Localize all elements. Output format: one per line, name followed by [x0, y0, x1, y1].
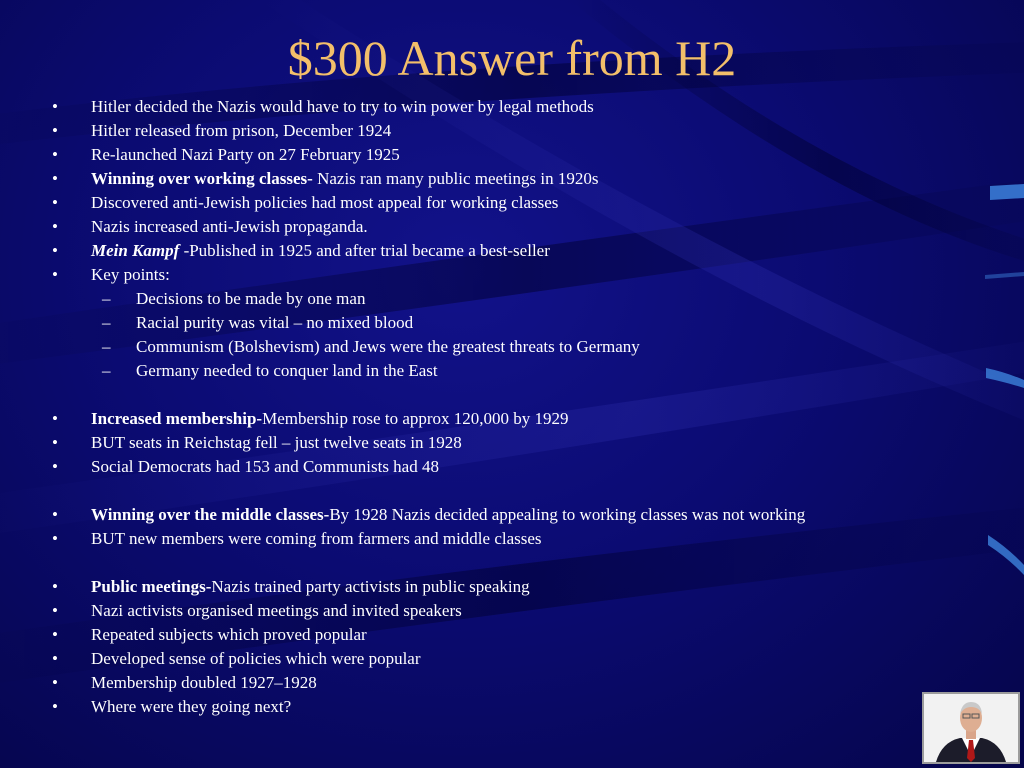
list-item-body: Hitler decided the Nazis would have to try to win power by legal methods: [91, 97, 594, 116]
sub-list-item: [48, 311, 968, 335]
list-item-text: [91, 143, 400, 167]
bullet-marker: •: [52, 577, 58, 596]
list-item-text: [91, 695, 291, 719]
list-item-body: Social Democrats had 153 and Communists had 48: [91, 457, 439, 476]
list-item: [48, 695, 968, 719]
bullet-marker: •: [52, 649, 58, 668]
host-photo-button[interactable]: [922, 692, 1020, 764]
list-item-body: Nazis ran many public meetings in 1920s: [312, 169, 599, 188]
list-item-body: Nazi activists organised meetings and invited speakers: [91, 601, 462, 620]
list-item-body: Repeated subjects which proved popular: [91, 625, 367, 644]
dash-marker: –: [102, 361, 111, 380]
list-item: [48, 647, 968, 671]
list-item-lead: Winning over working classes-: [91, 169, 313, 188]
dash-marker: –: [102, 313, 111, 332]
list-item-body: Nazis trained party activists in public speaking: [211, 577, 530, 596]
list-item-text: [91, 215, 368, 239]
list-item-text: [91, 623, 367, 647]
sub-list-item: [48, 335, 968, 359]
list-item: [48, 191, 968, 215]
list-item-body: Re-launched Nazi Party on 27 February 1925: [91, 145, 400, 164]
list-item-text: [91, 599, 462, 623]
list-item-text: [91, 431, 462, 455]
list-item-text: [91, 575, 530, 599]
list-item-body: Racial purity was vital – no mixed blood: [136, 313, 414, 332]
list-item-lead: Mein Kampf: [91, 241, 180, 260]
list-item: [48, 431, 968, 455]
list-item-text: [136, 335, 640, 359]
dash-marker: –: [102, 289, 111, 308]
bullet-marker: •: [52, 697, 58, 716]
bullet-marker: •: [52, 625, 58, 644]
host-photo-icon: [924, 694, 1018, 762]
list-item-body: BUT seats in Reichstag fell – just twelve seats in 1928: [91, 433, 462, 452]
bullet-marker: •: [52, 217, 58, 236]
list-item-body: Hitler released from prison, December 1924: [91, 121, 392, 140]
list-item-text: [91, 527, 542, 551]
list-item: [48, 671, 968, 695]
list-spacer: [48, 383, 968, 407]
list-item-text: [136, 287, 365, 311]
list-item-text: [91, 503, 805, 527]
list-item: [48, 143, 968, 167]
bullet-marker: •: [52, 193, 58, 212]
bullet-marker: •: [52, 673, 58, 692]
list-item: [48, 575, 968, 599]
list-item-body: -Published in 1925 and after trial became a best-seller: [179, 241, 550, 260]
list-item-lead: Public meetings-: [91, 577, 212, 596]
bullet-marker: •: [52, 529, 58, 548]
bullet-marker: •: [52, 601, 58, 620]
list-spacer: [48, 479, 968, 503]
list-item-body: Germany needed to conquer land in the East: [136, 361, 438, 380]
list-item: [48, 119, 968, 143]
bullet-marker: •: [52, 97, 58, 116]
list-item-body: Membership doubled 1927–1928: [91, 673, 317, 692]
list-item-lead: Increased membership-: [91, 409, 263, 428]
list-item-text: [91, 167, 598, 191]
list-item-text: [136, 359, 438, 383]
list-item: [48, 455, 968, 479]
list-item: [48, 95, 968, 119]
list-item-body: Membership rose to approx 120,000 by 1929: [262, 409, 569, 428]
bullet-marker: •: [52, 457, 58, 476]
bullet-marker: •: [52, 169, 58, 188]
list-item-text: [91, 455, 439, 479]
bullet-marker: •: [52, 121, 58, 140]
list-item-body: Key points:: [91, 265, 170, 284]
bullet-marker: •: [52, 145, 58, 164]
dash-marker: –: [102, 337, 111, 356]
list-item-text: [91, 239, 550, 263]
list-item-text: [91, 263, 170, 287]
sub-list-item: [48, 359, 968, 383]
bullet-marker: •: [52, 241, 58, 260]
list-item-body: Discovered anti-Jewish policies had most appeal for working classes: [91, 193, 559, 212]
list-item-text: [91, 191, 558, 215]
list-item-text: [91, 647, 421, 671]
list-item: [48, 527, 968, 551]
list-item: [48, 263, 968, 287]
answer-bullet-list: [48, 95, 968, 719]
list-item: [48, 503, 968, 527]
list-spacer: [48, 551, 968, 575]
list-item: [48, 623, 968, 647]
list-item: [48, 407, 968, 431]
list-item-text: [91, 95, 594, 119]
list-item-body: Where were they going next?: [91, 697, 292, 716]
list-item-text: [91, 407, 569, 431]
list-item: [48, 167, 968, 191]
list-item-text: [91, 671, 317, 695]
list-item-text: [91, 119, 391, 143]
bullet-marker: •: [52, 433, 58, 452]
bullet-marker: •: [52, 505, 58, 524]
list-item-body: By 1928 Nazis decided appealing to working classes was not working: [329, 505, 806, 524]
slide-title: $300 Answer from H2: [287, 30, 737, 86]
sub-list-item: [48, 287, 968, 311]
list-item-lead: Winning over the middle classes-: [91, 505, 330, 524]
list-item-body: BUT new members were coming from farmers and middle classes: [91, 529, 542, 548]
list-item: [48, 215, 968, 239]
list-item-body: Decisions to be made by one man: [136, 289, 366, 308]
list-item-body: Communism (Bolshevism) and Jews were the greatest threats to Germany: [136, 337, 640, 356]
list-item-body: Developed sense of policies which were popular: [91, 649, 421, 668]
bullet-marker: •: [52, 409, 58, 428]
list-item: [48, 599, 968, 623]
bullet-marker: •: [52, 265, 58, 284]
list-item-body: Nazis increased anti-Jewish propaganda.: [91, 217, 368, 236]
list-item: [48, 239, 968, 263]
list-item-text: [136, 311, 413, 335]
